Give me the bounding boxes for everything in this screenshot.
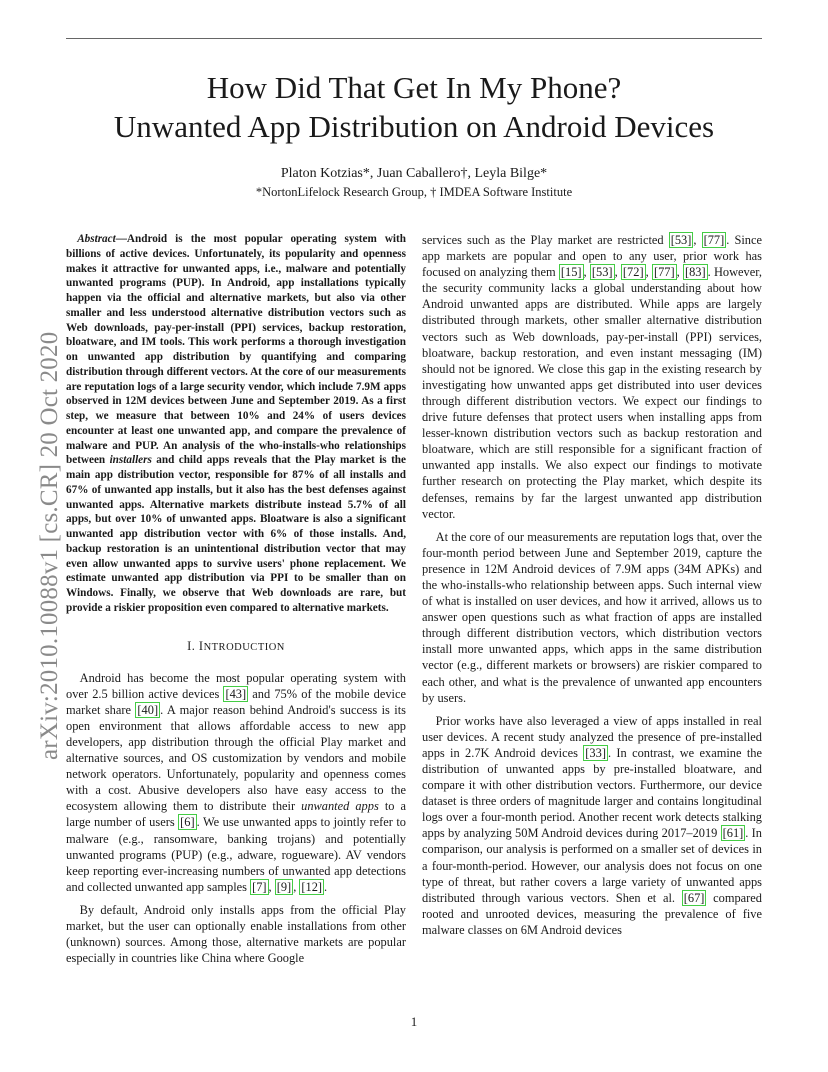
citation-link[interactable]: [67] — [683, 890, 705, 905]
intro-paragraph-4: Prior works have also leveraged a view of apps installed in real user devices. A recent study analyzed the presence of pre-installed apps in 2.7K Android devices [33] . In contrast, we examine the distribution of unwanted apps by pre-installed bloatware, and compare it with other distribution vectors. Furthermore, our device dataset is three orders of magnitude larger and contains longitudinal logs over a four-month period. Another recent work detects stalking apps by analyzing 50M Android devices during 2017–2019 [61] . In comparison, our analysis is performed on a smaller set of devices in a four-month-period. However, our analysis does not focus on one type of threat, but rather covers a large variety of unwanted apps distributed through various vectors. Shen et al. [67] compared rooted and unrooted devices, measuring the prevalence of five malware classes on 6M Android devices — [422, 713, 762, 937]
citation-link[interactable]: [7] — [252, 879, 267, 894]
abstract-italic: installers — [109, 454, 152, 467]
affiliations: *NortonLifelock Research Group, † IMDEA Software Institute — [255, 185, 573, 199]
arxiv-identifier: arXiv:2010.10088v1 [cs.CR] 20 Oct 2020 — [36, 331, 63, 760]
citation-link[interactable]: [83] — [684, 265, 706, 280]
intro-paragraph-2: By default, Android only installs apps from the official Play market, but the user can optionally enable installations from other (unknown) sources. Among those, alternative markets are popular especially in countries like China where Google — [66, 902, 406, 966]
title-line-2: Unwanted App Distribution on Android Devices — [113, 109, 715, 144]
abstract-text-2: and child apps reveals that the Play market is the main app distribution vector, responsible for 87% of all installs and 67% of unwanted app installs, but it also has the best defenses against unwanted apps. Alternative markets distribute instead 5.7% of all apps, but over 10% of unwanted apps. Bloatware is also a significant unwanted app distribution vector with 6% of those installs. And, backup restoration is an unintentional distribution vector that may even allow unwanted apps to survive users' phone replacement. We estimate unwanted app distribution via PPI to be smaller than on Windows. Finally, we observe that Web downloads are rare, but provide a riskier proposition even compared to alternative markets. — [66, 454, 406, 614]
citation-link[interactable]: [43] — [225, 686, 247, 701]
left-column — [66, 232, 406, 973]
intro-paragraph-1: Android has become the most popular operating system with over 2.5 billion active devices [43] and 75% of the mobile device market share [40] . A major reason behind Android's success is its open environment that allows affordable access to new app developers, app distribution through the official Play market and alternative sources, and OS customization by vendors and mobile network operators. Unfortunately, popularity and openness comes with a cost. Abusive developers also have easy access to the ecosystem allowing them to distribute their unwanted apps to a large number of users [6] . We use unwanted apps to jointly refer to malware (e.g., ransomware, banking trojans) and potentially unwanted programs (PUP) (e.g., adware, rogueware). AV vendors keep reporting ever-increasing numbers of unwanted app detections and collected unwanted app samples [7] , [9] , [12] . — [66, 670, 406, 894]
citation-link[interactable]: [77] — [703, 233, 725, 247]
right-column — [422, 232, 762, 945]
citation-link[interactable]: [12] — [301, 879, 323, 894]
citation-link[interactable]: [40] — [137, 702, 159, 717]
citation-link[interactable]: [61] — [722, 826, 744, 841]
intro-paragraph-2-continued: services such as the Play market are restricted [53] , [77] . Since app markets are popular and open to any user, prior work has focused on analyzing them [15] , [53] , [72] , [77] , [83] . However, the security community lacks a global understanding about how Android unwanted apps are distributed. While apps are largely distributed through markets, other smaller alternative distribution vectors such as Web downloads, pay-per-install (PPI) services, bloatware, backup restoration, and even instant messaging (IM) should not be ignored. We close this gap in the existing research by investigating how unwanted apps get distributed into user devices through different distribution vectors. We expect our findings to drive future defenses that protect users when installing apps from lesser-known distribution vectors such as backup restoration and bloatware, which are still responsible for a significant fraction of unwanted app installs. We also expect our findings to motivate further research on protecting the Play market, which despite its defenses, remains by far the largest unwanted app distribution vector. — [422, 233, 762, 521]
citation-link[interactable]: [77] — [653, 265, 675, 280]
page-number: 1 — [410, 1014, 418, 1029]
citation-link[interactable]: [72] — [622, 265, 644, 280]
citation-link[interactable]: [33] — [585, 745, 606, 760]
citation-link[interactable]: [53] — [670, 233, 692, 247]
citation-link[interactable]: [9] — [276, 879, 292, 894]
author-names: Platon Kotzias*, Juan Caballero†, Leyla Bilge* — [280, 166, 548, 181]
title-line-1: How Did That Get In My Phone? — [206, 70, 622, 105]
author-block — [66, 164, 762, 202]
header-rule — [66, 38, 762, 39]
citation-link[interactable]: [15] — [560, 265, 582, 280]
abstract — [66, 232, 406, 616]
abstract-text: —Android is the most popular operating system with billions of active devices. Unfortunately, its popularity and openness makes it attractive for unwanted apps, i.e., malware and potentially unwanted programs (PUP). In Android, app installations typically happen via the official and alternative markets, but also via other smaller and less understood alternative distribution vectors such as Web downloads, pay-per-install (PPI) services, backup restoration, bloatware, and IM tools. This work performs a thorough investigation on unwanted app distribution by quantifying and comparing distribution through different vectors. At the core of our measurements are reputation logs of a large security vendor, which include 7.9M apps observed in 12M devices between June and September 2019. As a first step, we measure that between 10% and 24% of users devices encounter at least one unwanted app, and compare the prevalence of malware and PUP. An analysis of the who-installs-who relationships between — [66, 233, 406, 467]
abstract-label: Abstract — [77, 233, 116, 245]
section-heading-introduction: I. INTRODUCTION — [187, 638, 285, 653]
citation-link[interactable]: [53] — [591, 265, 613, 280]
citation-link[interactable]: [6] — [180, 815, 195, 830]
intro-paragraph-3: At the core of our measurements are reputation logs that, over the four-month period between June and September 2019, capture the presence in 12M Android devices of 7.9M apps (34M APKs) and the who-installs-who relationship between apps. Such internal view of what is installed on user devices, and how it arrived, allows us to answer open questions such as what fraction of apps are installed through different distribution vectors, which distribution vectors install more unwanted apps, which apps in the same distribution vector (e.g., different markets or browsers) are riskier compared to each other, and what is the prevalence of unwanted app encounters by users. — [422, 529, 762, 705]
paper-title — [66, 68, 762, 146]
